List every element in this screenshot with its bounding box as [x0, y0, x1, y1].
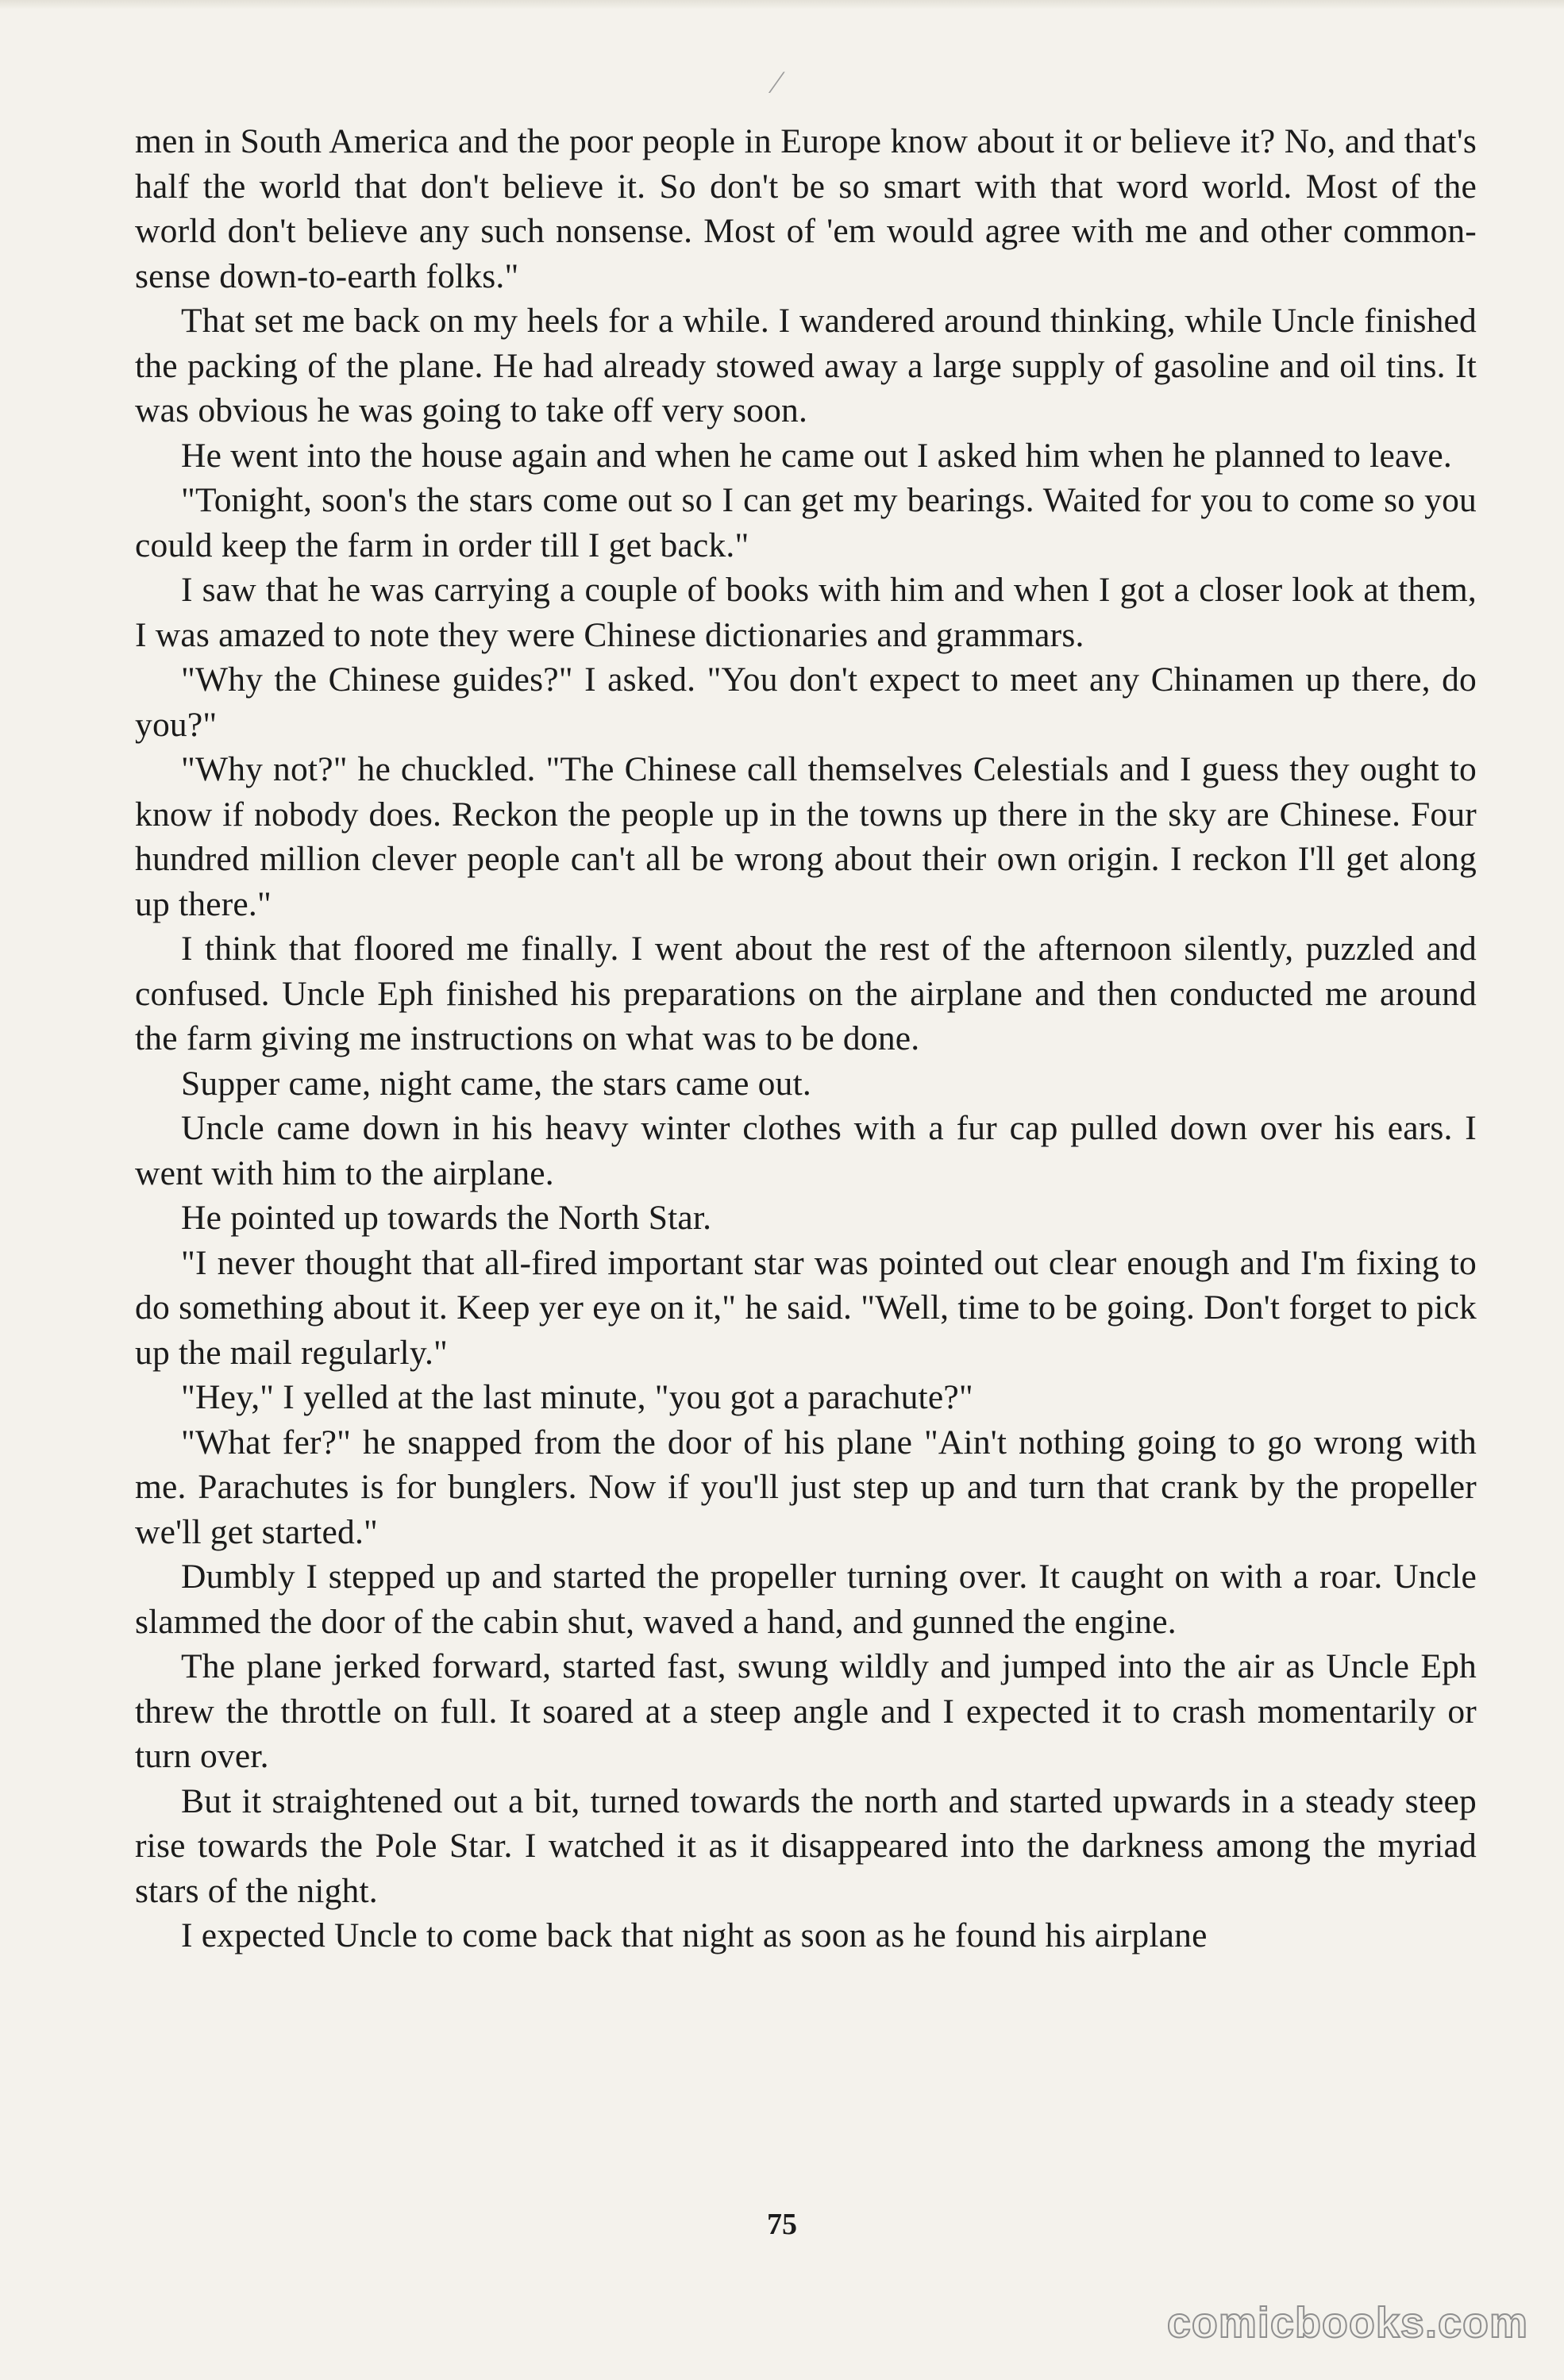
paragraph: Dumbly I stepped up and started the propeller turning over. It caught on with a roar. Uncle slammed the door of the cabin shut, waved a hand, and gunned the engine. — [135, 1558, 1477, 1641]
paragraph: "I never thought that all-fired important star was pointed out clear enough and I'm fixing to do something about it. Keep yer eye on it," he said. "Well, time to be going. Don't forget to pick up the mail regularly." — [135, 1243, 1477, 1372]
paragraph: men in South America and the poor people in Europe know about it or believe it? No, and that's half the world that don't believe it. So don't be so smart with that word world. Most of the world don't believe any such nonsense. Most of 'em would agree with me and other common-sense down-to-earth folks." — [135, 122, 1477, 295]
paragraph: Supper came, night came, the stars came out. — [181, 1064, 811, 1103]
page-number: 75 — [767, 2208, 797, 2241]
paragraph: "Hey," I yelled at the last minute, "you got a parachute?" — [181, 1378, 973, 1416]
paragraph: "Tonight, soon's the stars come out so I can get my bearings. Waited for you to come so you could keep the farm in order till I get back." — [135, 481, 1477, 564]
paragraph: That set me back on my heels for a while. I wandered around thinking, while Uncle finished the packing of the plane. He had already stowed away a large supply of gasoline and oil tins. It was obvious he was going to take off very soon. — [135, 302, 1477, 429]
paragraph: The plane jerked forward, started fast, swung wildly and jumped into the air as Uncle Eph threw the throttle on full. It soared at a steep angle and I expected it to crash momentarily or turn over. — [135, 1647, 1477, 1775]
paragraph: He pointed up towards the North Star. — [181, 1199, 712, 1237]
paragraph: I expected Uncle to come back that night as soon as he found his airplane — [181, 1916, 1208, 1954]
stray-pencil-mark: ⁄ — [774, 64, 780, 100]
paragraph: "What fer?" he snapped from the door of his plane "Ain't nothing going to go wrong with me. Parachutes is for bunglers. Now if you'll just step up and turn that crank by the propeller we'll get started." — [135, 1423, 1477, 1551]
paragraph: "Why the Chinese guides?" I asked. "You don't expect to meet any Chinamen up there, do you?" — [135, 660, 1477, 744]
paragraph: "Why not?" he chuckled. "The Chinese call themselves Celestials and I guess they ought to know if nobody does. Reckon the people up in the towns up there in the sky are Chinese. Four hundred million clever people can't all be wrong about their own origin. I reckon I'll get along up there." — [135, 750, 1477, 923]
body-text — [135, 119, 1477, 1958]
paragraph: I saw that he was carrying a couple of books with him and when I got a closer look at them, I was amazed to note they were Chinese dictionaries and grammars. — [135, 571, 1477, 654]
page-top-edge — [0, 0, 1564, 10]
paragraph: I think that floored me finally. I went about the rest of the afternoon silently, puzzled and confused. Uncle Eph finished his preparations on the airplane and then conducted me around the farm giving me instructions on what was to be done. — [135, 930, 1477, 1057]
paragraph: But it straightened out a bit, turned towards the north and started upwards in a steady steep rise towards the Pole Star. I watched it as it disappeared into the darkness among the myriad stars of the night. — [135, 1781, 1477, 1910]
paragraph: Uncle came down in his heavy winter clothes with a fur cap pulled down over his ears. I went with him to the airplane. — [135, 1109, 1477, 1192]
paragraph: He went into the house again and when he came out I asked him when he planned to leave. — [181, 436, 1453, 475]
watermark-logo: comicbooks.com — [1166, 2299, 1528, 2347]
